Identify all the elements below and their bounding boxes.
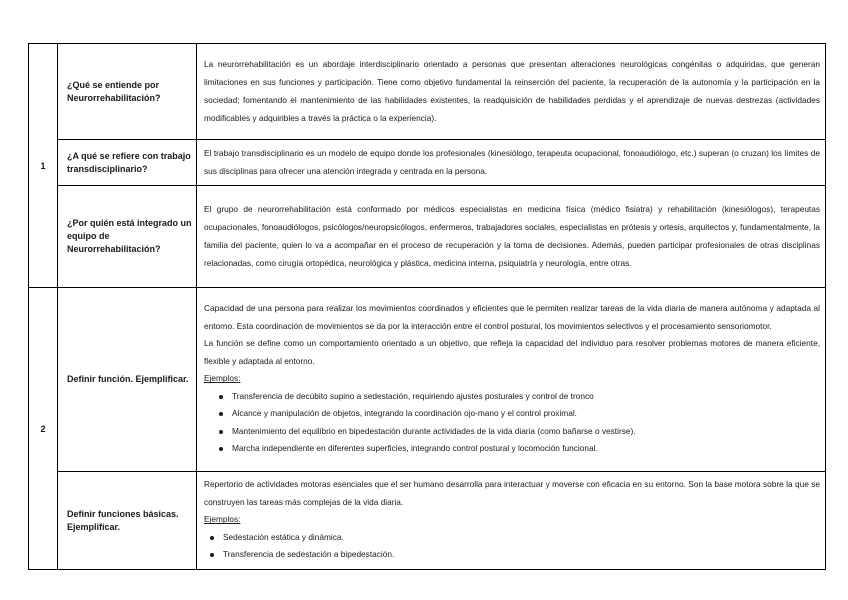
answer-cell <box>197 288 826 472</box>
question-cell: ¿Qué se entiende por Neurorrehabilitación? <box>58 44 197 140</box>
answer-text: El grupo de neurorrehabilitación está conformado por médicos especialistas en medicina física (médico fisiatra) y rehabilitación (kinesiólogos), terapeutas ocupacionales, fonoaudiólogos, psicólogos/neuropsicólogos, enfermeros, trabajadores sociales, especialistas en prótesis y ortesis, arquitectos y, fundamentalmente, la familia del paciente, quien lo va a acompañar en el proceso de recuperación y la toma de decisiones. Además, pueden participar profesionales de otras disciplinas relacionadas, como cirugía ortopédica, neurológica y plástica, medicina interna, psiquiatría y neurología, entre otras. <box>204 204 820 268</box>
examples-label: Ejemplos: <box>204 514 241 525</box>
table-row <box>29 140 826 186</box>
answer-cell <box>197 44 826 140</box>
list-item: Alcance y manipulación de objetos, integrando la coordinación ojo-mano y el control proximal. <box>232 405 820 423</box>
answer-paragraph: Capacidad de una persona para realizar los movimientos coordinados y eficientes que le permiten realizar tareas de la vida diaria de manera autónoma y adaptada al entorno. Esta coordinación de movimientos se da por la interacción entre el control postural, los movimientos selectivos y el procesamiento sensoriomotor. <box>204 303 820 331</box>
answer-paragraph: Repertorio de actividades motoras esenciales que el ser humano desarrolla para interactuar y moverse con eficacia en su entorno. Son la base motora sobre la que se construyen las tareas más complejas de la vida diaria. <box>204 479 820 507</box>
list-item: Mantenimiento del equilibrio en bipedestación durante actividades de la vida diaria (como bañarse o vestirse). <box>232 423 820 441</box>
answer-paragraph: La función se define como un comportamiento orientado a un objetivo, que refleja la capacidad del individuo para resolver problemas motores de manera eficiente, flexible y adaptada al entorno. <box>204 338 820 366</box>
answer-text: La neurorrehabilitación es un abordaje interdisciplinario orientado a personas que presentan alteraciones neurológicas congénitas o adquiridas, que generan limitaciones en sus funciones y participación. Tiene como objetivo fundamental la reinserción del paciente, la recuperación de la autonomía y la participación en la sociedad; fomentando el mantenimiento de las habilidades existentes, la readquisición de habilidades perdidas y el aprendizaje de nuevas destrezas (actividades modificables y adquiribles a través la práctica o la experiencia). <box>204 59 820 123</box>
row-number: 1 <box>29 44 58 288</box>
questions-table <box>28 43 826 570</box>
row-number: 2 <box>29 288 58 570</box>
answer-cell <box>197 140 826 186</box>
question-cell: ¿A qué se refiere con trabajo transdisciplinario? <box>58 140 197 186</box>
table-row <box>29 44 826 140</box>
list-item: Transferencia de decúbito supino a sedestación, requiriendo ajustes posturales y control de tronco <box>232 388 820 406</box>
answer-cell <box>197 472 826 570</box>
question-cell: ¿Por quién está integrado un equipo de Neurorrehabilitación? <box>58 186 197 288</box>
table-row <box>29 472 826 570</box>
table-row <box>29 288 826 472</box>
examples-label: Ejemplos: <box>204 373 241 384</box>
list-item: Sedestación estática y dinámica. <box>223 529 820 547</box>
list-item: Marcha independiente en diferentes superficies, integrando control postural y locomoción funcional. <box>232 440 820 458</box>
table-row <box>29 186 826 288</box>
question-cell: Definir función. Ejemplificar. <box>58 288 197 472</box>
question-cell: Definir funciones básicas. Ejemplificar. <box>58 472 197 570</box>
examples-list <box>204 529 820 564</box>
examples-list <box>204 388 820 458</box>
answer-cell <box>197 186 826 288</box>
list-item: Transferencia de sedestación a bipedestación. <box>223 546 820 564</box>
answer-text: El trabajo transdisciplinario es un modelo de equipo donde los profesionales (kinesiólogo, terapeuta ocupacional, fonoaudiólogo, etc.) superan (o cruzan) los límites de sus disciplinas para ofrecer una atención integrada y centrada en la persona. <box>204 148 820 176</box>
